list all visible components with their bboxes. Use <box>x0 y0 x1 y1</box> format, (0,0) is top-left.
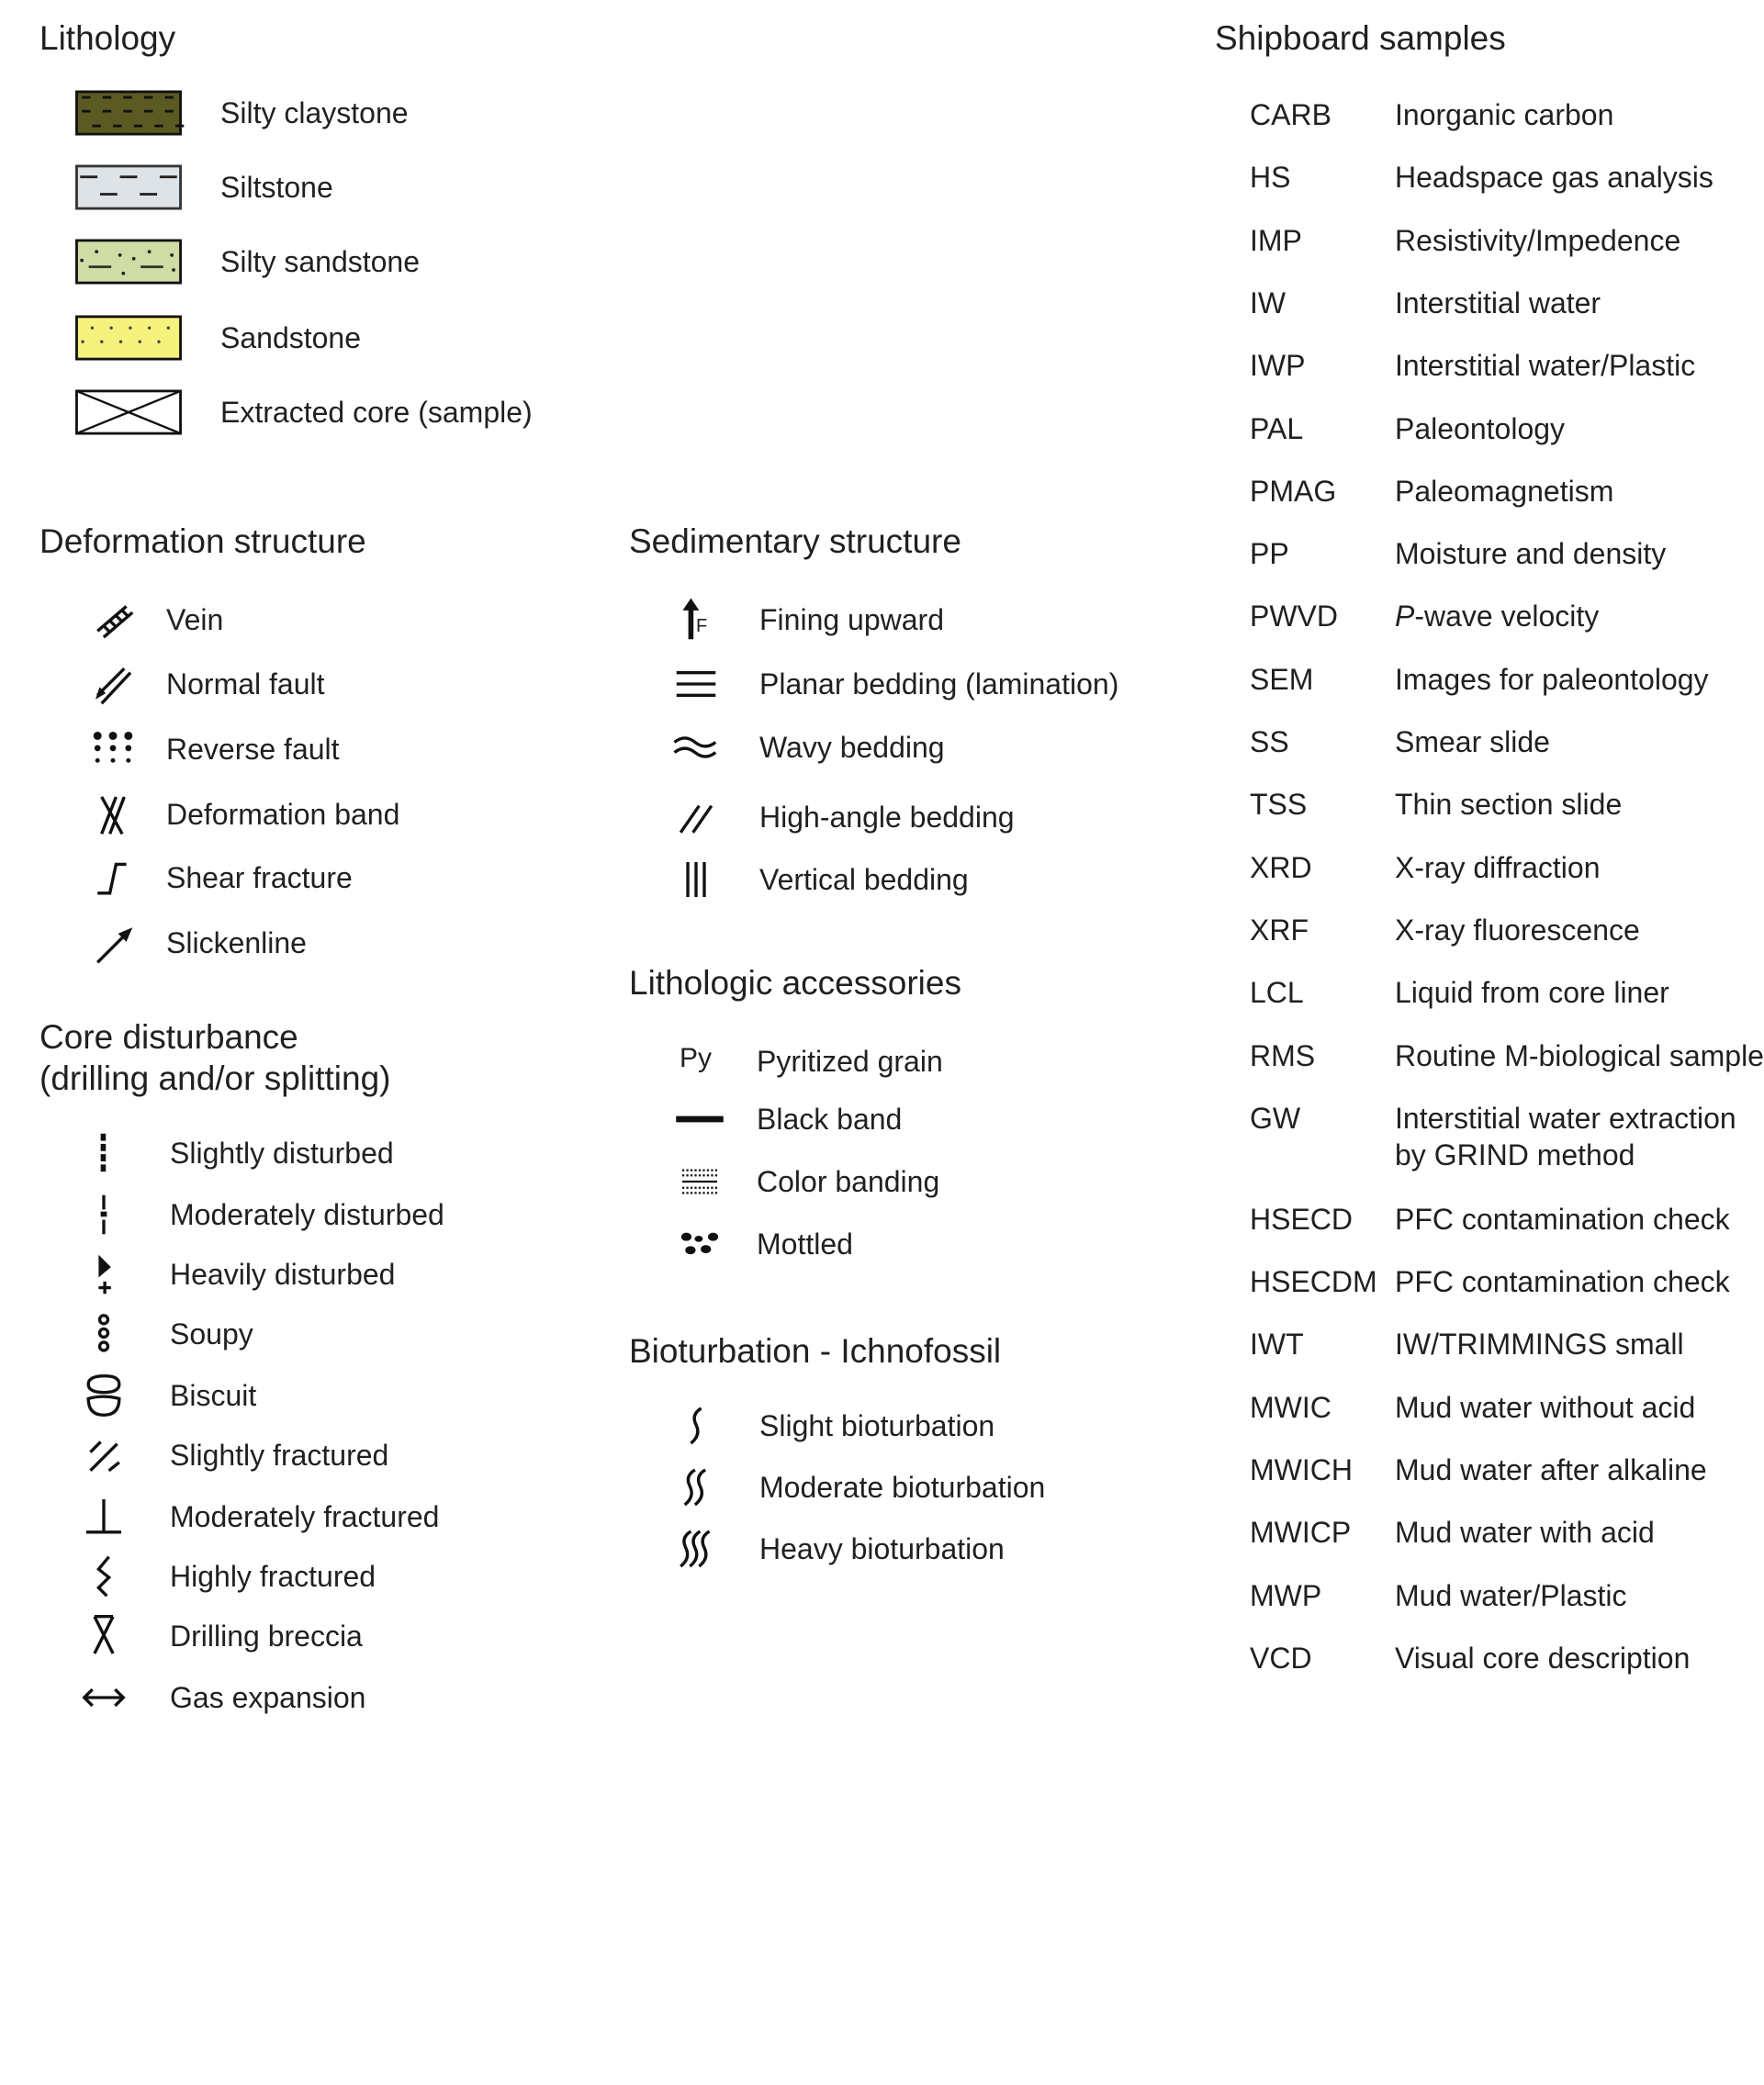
accessories-item-label: Color banding <box>757 1165 940 1198</box>
sedimentary-item-label: Fining upward <box>759 603 944 636</box>
siltstone-swatch <box>73 165 184 210</box>
description-text: PFC contamination check <box>1395 1265 1730 1299</box>
lithology-item-label: Silty sandstone <box>220 245 421 278</box>
description-text: Paleontology <box>1395 411 1566 445</box>
sample-description <box>1395 1201 1730 1238</box>
deformation-item-label: Reverse fault <box>166 733 340 766</box>
sample-code: MWP <box>1250 1578 1322 1612</box>
lithology-item-label: Extracted core (sample) <box>220 396 533 429</box>
accessories-title: Lithologic accessories <box>629 964 961 1002</box>
normal-fault-icon <box>87 658 139 710</box>
core_disturbance-item-label: Slightly disturbed <box>170 1137 394 1170</box>
sample-description <box>1395 96 1613 133</box>
core_disturbance-item-label: Biscuit <box>170 1379 257 1412</box>
sample-code: CARB <box>1250 98 1331 131</box>
shear-fracture-icon <box>87 852 139 903</box>
sample-code: HSECD <box>1250 1202 1354 1236</box>
sample-code: PMAG <box>1250 474 1337 508</box>
sample-code: HS <box>1250 161 1291 195</box>
core_disturbance-item-label: Heavily disturbed <box>170 1258 396 1291</box>
sample-description <box>1395 1640 1690 1676</box>
description-text: Interstitial water <box>1395 286 1601 319</box>
slickenline-icon <box>87 917 139 969</box>
sample-description <box>1395 1452 1707 1488</box>
icon-text: Py <box>680 1043 713 1073</box>
sedimentary-item-label: Wavy bedding <box>759 731 945 764</box>
accessories-item-label: Pyritized grain <box>757 1045 943 1078</box>
description-text: Resistivity/Impedence <box>1395 223 1681 257</box>
reverse-fault-icon <box>87 723 139 775</box>
sample-code: IWP <box>1250 349 1306 383</box>
deformation-item-label: Vein <box>166 603 224 636</box>
description-text: -wave velocity <box>1414 600 1600 633</box>
sample-code: XRD <box>1250 850 1312 884</box>
core_disturbance-item-label: Highly fractured <box>170 1560 376 1593</box>
vein-icon <box>87 594 139 645</box>
biscuit-icon <box>78 1370 129 1421</box>
sample-code: RMS <box>1250 1038 1316 1072</box>
sample-description <box>1395 723 1550 760</box>
highly-fractured-icon <box>78 1551 129 1602</box>
sample-description <box>1395 849 1601 886</box>
description-text: X-ray diffraction <box>1395 850 1601 884</box>
core_disturbance-item-label: Moderately disturbed <box>170 1198 444 1231</box>
sample-code: IWT <box>1250 1328 1304 1362</box>
description-text: Routine M-biological sample <box>1395 1038 1764 1072</box>
deformation-item-label: Deformation band <box>166 798 400 831</box>
sample-description <box>1395 1577 1627 1614</box>
sample-description <box>1395 222 1680 259</box>
description-text: PFC contamination check <box>1395 1202 1730 1236</box>
sample-code: XRF <box>1250 913 1309 947</box>
description-text: Mud water/Plastic <box>1395 1578 1627 1612</box>
sample-code: LCL <box>1250 976 1304 1010</box>
heavy-bioturbation-icon <box>670 1523 722 1575</box>
sample-description <box>1395 661 1709 698</box>
core_disturbance-item-label: Moderately fractured <box>170 1500 440 1533</box>
sample-description <box>1395 410 1565 447</box>
description-text: Mud water with acid <box>1395 1516 1655 1550</box>
sedimentary-title: Sedimentary structure <box>629 522 961 560</box>
description-text: Visual core description <box>1395 1641 1691 1675</box>
high-angle-bedding-icon <box>670 791 722 843</box>
bioturbation-item-label: Slight bioturbation <box>759 1409 995 1442</box>
color-banding-icon <box>674 1156 725 1207</box>
mottled-icon <box>674 1218 725 1270</box>
sample-description <box>1395 598 1599 634</box>
description-text: Mud water after alkaline <box>1395 1453 1707 1486</box>
sample-code: IW <box>1250 286 1286 319</box>
sample-code: SEM <box>1250 662 1314 696</box>
soupy-icon <box>78 1308 129 1360</box>
shipboard-title: Shipboard samples <box>1215 19 1506 57</box>
sample-code: VCD <box>1250 1641 1312 1675</box>
deformation-item-label: Slickenline <box>166 926 307 959</box>
description-text: Interstitial water/Plastic <box>1395 349 1696 383</box>
sample-description <box>1395 159 1713 196</box>
description-text: IW/TRIMMINGS small <box>1395 1328 1684 1362</box>
drilling-breccia-icon <box>78 1610 129 1662</box>
slightly-fractured-icon <box>78 1429 129 1481</box>
sample-description <box>1395 1389 1695 1426</box>
description-text: X-ray fluorescence <box>1395 913 1640 947</box>
core-disturbance-title: Core disturbance <box>39 1018 298 1056</box>
description-text: Inorganic carbon <box>1395 98 1614 131</box>
sample-description-line2: by GRIND method <box>1395 1138 1635 1171</box>
sample-code: TSS <box>1250 788 1308 822</box>
sample-description <box>1395 974 1669 1011</box>
description-text: Smear slide <box>1395 725 1550 758</box>
sample-description <box>1395 1514 1655 1551</box>
pyrite-icon <box>674 1036 725 1087</box>
core_disturbance-item-label: Gas expansion <box>170 1681 366 1714</box>
sample-code: MWIC <box>1250 1390 1331 1424</box>
description-text: Liquid from core liner <box>1395 976 1669 1010</box>
sample-code: GW <box>1250 1101 1301 1135</box>
description-text: Thin section slide <box>1395 788 1623 822</box>
deformation-item-label: Normal fault <box>166 667 325 701</box>
bioturbation-item-label: Heavy bioturbation <box>759 1532 1005 1565</box>
sample-code: IMP <box>1250 223 1302 257</box>
core_disturbance-item-label: Drilling breccia <box>170 1620 363 1653</box>
sample-description <box>1395 285 1601 321</box>
sample-code: MWICP <box>1250 1516 1352 1550</box>
description-text: Paleomagnetism <box>1395 474 1614 508</box>
slight-bioturbation-icon <box>670 1400 722 1452</box>
accessories-item-label: Mottled <box>757 1227 853 1261</box>
lithology-item-label: Sandstone <box>220 321 362 354</box>
silty-sandstone-swatch <box>73 240 184 285</box>
gas-expansion-icon <box>78 1672 129 1723</box>
sample-description <box>1395 1037 1764 1074</box>
description-text: Mud water without acid <box>1395 1390 1696 1424</box>
lithology-title: Lithology <box>39 19 176 57</box>
sample-description <box>1395 1263 1730 1300</box>
description-text: Interstitial water extraction <box>1395 1101 1736 1135</box>
sandstone-swatch <box>73 316 184 361</box>
sample-code: HSECDM <box>1250 1265 1377 1299</box>
moderately-disturbed-icon <box>78 1189 129 1240</box>
black-band-icon <box>674 1093 725 1145</box>
sample-description <box>1395 786 1622 823</box>
wavy-bedding-icon <box>670 722 722 773</box>
description-text: Headspace gas analysis <box>1395 161 1713 195</box>
accessories-item-label: Black band <box>757 1103 903 1136</box>
bioturbation-item-label: Moderate bioturbation <box>759 1471 1046 1504</box>
core-disturbance-subtitle: (drilling and/or splitting) <box>39 1059 391 1097</box>
deformation-band-icon <box>87 789 139 840</box>
sedimentary-item-label: Planar bedding (lamination) <box>759 667 1119 701</box>
icon-text: F <box>696 616 708 636</box>
sample-description <box>1395 535 1666 572</box>
deformation-item-label: Shear fracture <box>166 861 353 894</box>
sample-description <box>1395 912 1640 948</box>
vertical-bedding-icon <box>670 854 722 905</box>
sample-description <box>1395 347 1695 384</box>
italic-prefix: P <box>1395 600 1415 633</box>
core_disturbance-item-label: Soupy <box>170 1317 253 1351</box>
core_disturbance-item-label: Slightly fractured <box>170 1439 389 1472</box>
deformation-title: Deformation structure <box>39 522 366 560</box>
sample-code: MWICH <box>1250 1453 1353 1486</box>
sample-code: PP <box>1250 537 1289 571</box>
sample-code: PWVD <box>1250 600 1338 633</box>
silty-claystone-swatch <box>73 91 184 136</box>
bioturbation-title: Bioturbation - Ichnofossil <box>629 1332 1002 1370</box>
sample-code: PAL <box>1250 411 1304 445</box>
sedimentary-item-label: Vertical bedding <box>759 863 969 896</box>
sample-code: SS <box>1250 725 1289 758</box>
description-text: Images for paleontology <box>1395 662 1709 696</box>
fining-upward-icon <box>670 594 722 645</box>
slightly-disturbed-icon <box>78 1127 129 1179</box>
description-text: Moisture and density <box>1395 537 1667 571</box>
sample-description <box>1395 473 1613 510</box>
heavily-disturbed-icon <box>78 1249 129 1300</box>
extracted-core-swatch <box>73 390 184 435</box>
planar-bedding-icon <box>670 658 722 710</box>
sedimentary-item-label: High-angle bedding <box>759 801 1015 834</box>
sample-description <box>1395 1326 1684 1362</box>
moderately-fractured-icon <box>78 1491 129 1542</box>
lithology-item-label: Siltstone <box>220 171 333 204</box>
lithology-item-label: Silty claystone <box>220 96 409 129</box>
sample-description <box>1395 1100 1736 1137</box>
moderate-bioturbation-icon <box>670 1462 722 1513</box>
